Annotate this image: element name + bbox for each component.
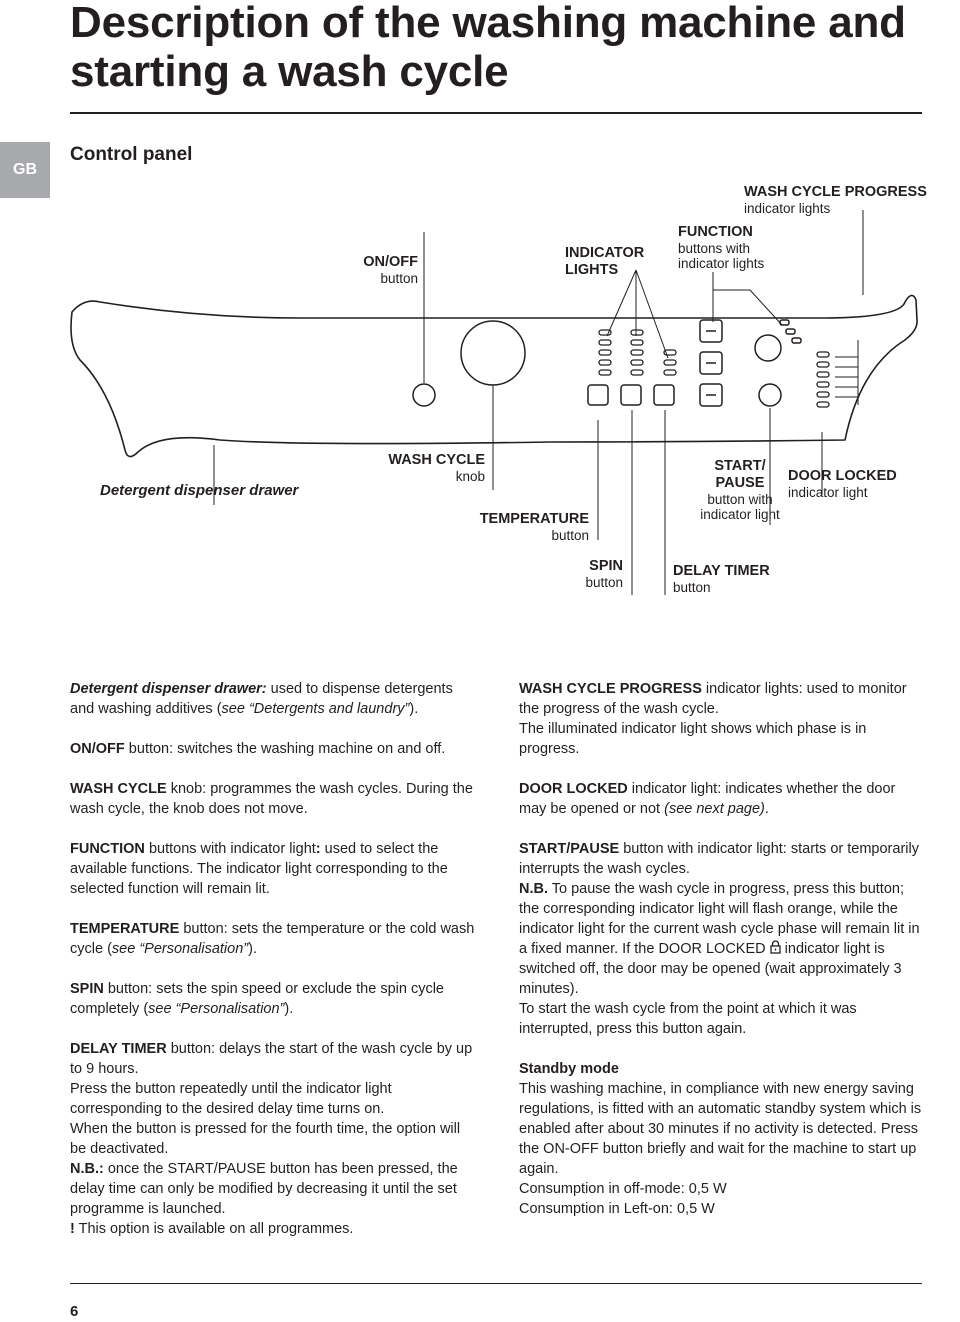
delay-timer-instructions: Press the button repeatedly until the indicator light corresponding to the desired delay time turns on. <box>70 1081 392 1117</box>
label-temperature: TEMPERATURE button <box>479 511 589 543</box>
indicator-column-1 <box>599 330 611 375</box>
temperature-button <box>588 385 608 405</box>
label-on-off: ON/OFF button <box>363 254 418 286</box>
door-locked-paragraph: DOOR LOCKED indicator light: indicates whether the door may be opened or not (see next page). <box>519 781 896 817</box>
label-function: FUNCTION buttons with indicator lights <box>678 224 765 271</box>
start-pause-resume: To start the wash cycle from the point at which it was interrupted, press this button again. <box>519 1001 857 1037</box>
standby-paragraph: This washing machine, in compliance with new energy saving regulations, is fitted with an automatic standby system which is enabled after about 30 minutes if no activity is detected. Press the ON-OFF button briefly and wait for the machine to start up again. <box>519 1081 922 1177</box>
left-column <box>70 679 475 1239</box>
indicator-column-3 <box>664 350 676 375</box>
on-off-button <box>413 384 435 406</box>
page-title: Description of the washing machine and starting a wash cycle <box>70 0 906 96</box>
section-heading: Control panel <box>70 144 193 165</box>
delay-timer-button <box>654 385 674 405</box>
wash-progress-lights <box>817 352 829 407</box>
page-number: 6 <box>70 1303 79 1320</box>
on-off-paragraph: ON/OFF button: switches the washing machine on and off. <box>70 741 446 757</box>
start-pause-button <box>755 335 781 361</box>
footer-divider <box>70 1283 922 1284</box>
control-panel-diagram <box>0 0 960 640</box>
start-pause-note: N.B. To pause the wash cycle in progress, press this button; the corresponding indicator light will flash orange, while the indicator light for the current wash cycle phase will remain lit in a fixed manner. If the DOOR LOCKED indicator light is switched off, the door may be opened (wait approximately 3 minutes). <box>519 881 920 997</box>
label-delay-timer: DELAY TIMER button <box>673 563 770 595</box>
panel-outline <box>71 295 917 456</box>
delay-timer-deactivate: When the button is pressed for the fourth time, the option will be deactivated. <box>70 1121 461 1157</box>
start-pause-paragraph: START/PAUSE button with indicator light: starts or temporarily interrupts the wash cycles. <box>519 841 919 877</box>
progress-paragraph-2: The illuminated indicator light shows which phase is in progress. <box>519 721 867 757</box>
label-spin: SPIN button <box>585 558 623 590</box>
wash-cycle-paragraph: WASH CYCLE knob: programmes the wash cycles. During the wash cycle, the knob does not move. <box>70 781 473 817</box>
label-wash-cycle: WASH CYCLE knob <box>388 452 485 484</box>
right-column <box>519 679 924 1219</box>
wash-cycle-knob <box>461 321 525 385</box>
standby-consumption-left-on: Consumption in Left-on: 0,5 W <box>519 1201 715 1217</box>
delay-timer-availability: ! This option is available on all programmes. <box>70 1221 354 1237</box>
delay-timer-note: N.B.: once the START/PAUSE button has been pressed, the delay time can only be modified by decreasing it until the set programme is launched. <box>70 1161 458 1217</box>
label-wash-cycle-progress: WASH CYCLE PROGRESS indicator lights <box>744 184 927 216</box>
indicator-column-2 <box>631 330 643 375</box>
label-door-locked: DOOR LOCKED indicator light <box>788 468 897 500</box>
spin-button <box>621 385 641 405</box>
delay-timer-paragraph: DELAY TIMER button: delays the start of the wash cycle by up to 9 hours. <box>70 1041 473 1077</box>
label-indicator-lights: INDICATOR LIGHTS <box>565 245 645 278</box>
standby-heading: Standby mode <box>519 1061 619 1077</box>
label-start-pause: START/ PAUSE button with indicator light <box>700 458 780 522</box>
language-tab: GB <box>0 142 50 198</box>
padlock-icon <box>770 940 781 954</box>
detergent-paragraph: Detergent dispenser drawer: used to dispense detergents and washing additives (see “Detergents and laundry”). <box>70 681 453 717</box>
label-detergent-drawer: Detergent dispenser drawer <box>100 482 299 499</box>
function-paragraph: FUNCTION buttons with indicator light: used to select the available functions. The indicator light corresponding to the selected function will remain lit. <box>70 841 448 897</box>
standby-consumption-off: Consumption in off-mode: 0,5 W <box>519 1181 727 1197</box>
progress-paragraph: WASH CYCLE PROGRESS indicator lights: used to monitor the progress of the wash cycle. <box>519 681 907 717</box>
spin-paragraph: SPIN button: sets the spin speed or exclude the spin cycle completely (see “Personalisation”). <box>70 981 444 1017</box>
door-locked-button <box>759 384 781 406</box>
temperature-paragraph: TEMPERATURE button: sets the temperature or the cold wash cycle (see “Personalisation”). <box>70 921 475 957</box>
